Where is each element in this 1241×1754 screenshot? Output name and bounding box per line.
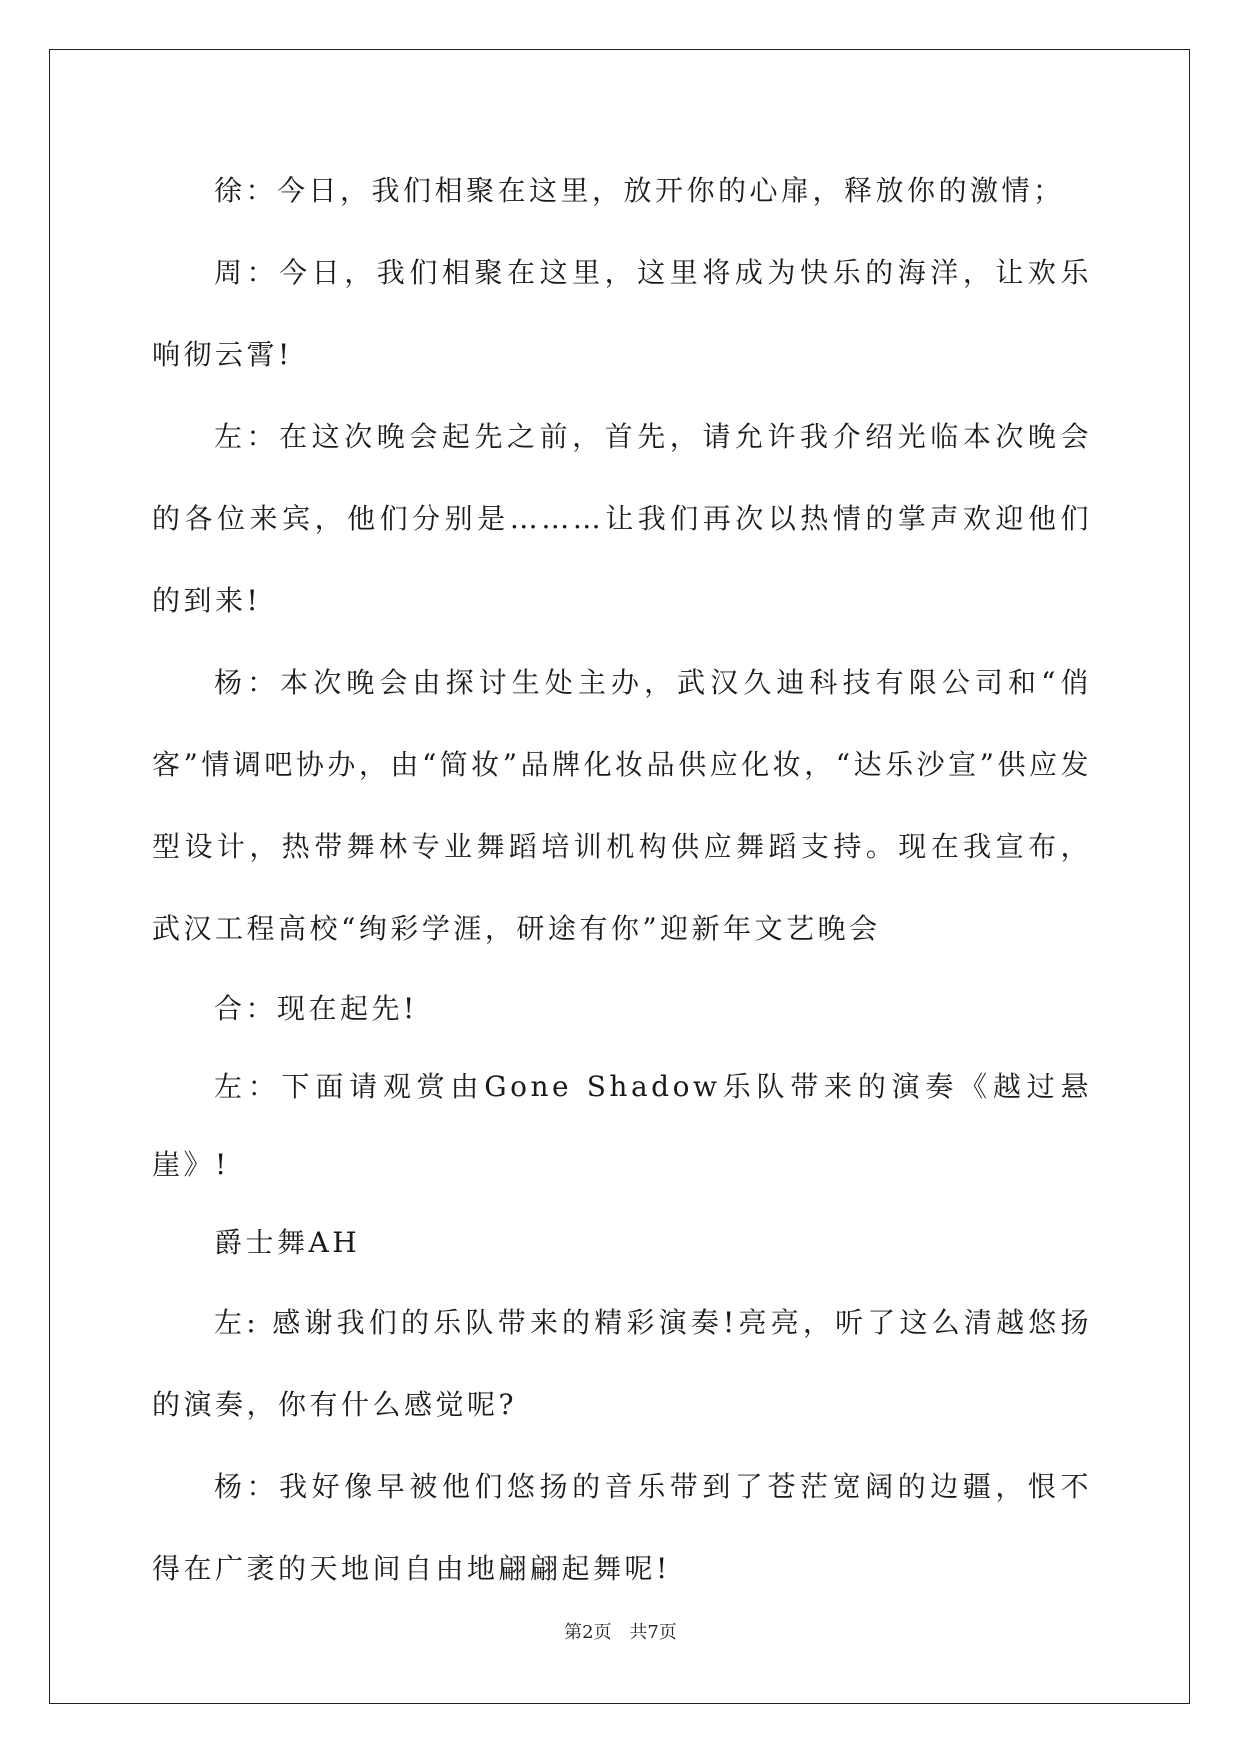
paragraph-zuo-intro: 左：在这次晚会起先之前，首先，请允许我介绍光临本次晚会的各位来宾，他们分别是………让我们再次以热情的掌声欢迎他们的到来! [152, 420, 1092, 617]
paragraph-jazz: 爵士舞AH [214, 1226, 361, 1259]
document-body [152, 150, 1092, 1610]
page-number: 第2页 [564, 1622, 612, 1643]
paragraph-yang-sponsors: 杨：本次晚会由探讨生处主办，武汉久迪科技有限公司和“俏客”情调吧协办，由“简妆”品牌化妆品供应化妆，“达乐沙宣”供应发型设计，热带舞林专业舞蹈培训机构供应舞蹈支持。现在我宣布，武汉工程高校“绚彩学涯，研途有你”迎新年文艺晚会 [152, 666, 1092, 945]
paragraph-zhou: 周：今日，我们相聚在这里，这里将成为快乐的海洋，让欢乐响彻云霄! [152, 256, 1092, 371]
paragraph-xu: 徐：今日，我们相聚在这里，放开你的心扉，释放你的激情； [214, 174, 1065, 207]
page-footer [0, 1618, 1241, 1644]
paragraph-zuo-thanks: 左: 感谢我们的乐队带来的精彩演奏!亮亮，听了这么清越悠扬的演奏，你有什么感觉呢? [152, 1306, 1092, 1421]
paragraph-yang-reply: 杨：我好像早被他们悠扬的音乐带到了苍茫宽阔的边疆，恨不得在广袤的天地间自由地翩翩起舞呢! [152, 1470, 1092, 1585]
total-pages: 共7页 [629, 1622, 677, 1643]
paragraph-zuo-band: 左：下面请观赏由Gone Shadow乐队带来的演奏《越过悬崖》! [152, 1070, 1092, 1181]
paragraph-he: 合：现在起先! [214, 992, 418, 1025]
